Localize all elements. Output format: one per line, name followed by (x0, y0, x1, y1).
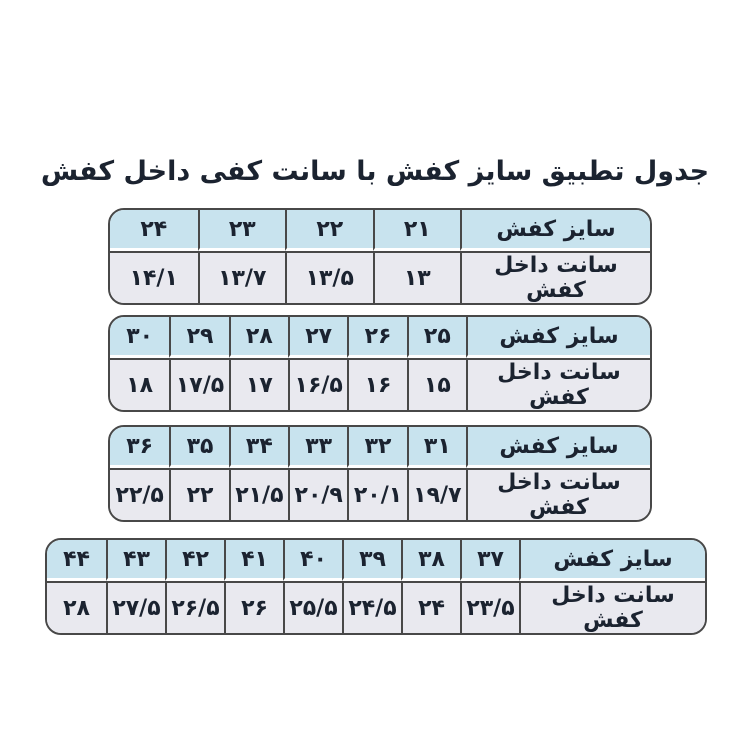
size-cell: ۳۳ (288, 427, 347, 468)
size-cell: ۴۳ (106, 540, 165, 581)
insole-row (110, 358, 650, 410)
size-cell: ۲۴ (110, 210, 198, 251)
size-cell: ۴۰ (283, 540, 342, 581)
insole-cell: ۲۵/۵ (283, 581, 342, 633)
size-cell: ۳۸ (401, 540, 460, 581)
insole-row-label: سانت داخل کفش (466, 468, 650, 520)
insole-cell: ۱۷/۵ (169, 358, 228, 410)
size-table-37-44 (45, 538, 707, 635)
size-cell: ۳۴ (229, 427, 288, 468)
size-row (110, 317, 650, 358)
size-row (110, 210, 650, 251)
size-cell: ۳۱ (407, 427, 466, 468)
size-cell: ۲۱ (373, 210, 461, 251)
size-cell: ۲۲ (285, 210, 373, 251)
insole-cell: ۲۸ (47, 581, 106, 633)
insole-row (47, 581, 705, 633)
size-cell: ۲۸ (229, 317, 288, 358)
insole-cell: ۲۴/۵ (342, 581, 401, 633)
size-cell: ۳۲ (347, 427, 406, 468)
insole-cell: ۱۶ (347, 358, 406, 410)
insole-cell: ۱۹/۷ (407, 468, 466, 520)
insole-cell: ۱۳ (373, 251, 461, 303)
insole-row (110, 251, 650, 303)
insole-cell: ۲۰/۹ (288, 468, 347, 520)
insole-cell: ۲۲/۵ (110, 468, 169, 520)
insole-cell: ۲۴ (401, 581, 460, 633)
size-row (110, 427, 650, 468)
insole-cell: ۱۳/۷ (198, 251, 286, 303)
size-cell: ۲۵ (407, 317, 466, 358)
insole-cell: ۱۸ (110, 358, 169, 410)
insole-cell: ۱۵ (407, 358, 466, 410)
insole-row-label: سانت داخل کفش (466, 358, 650, 410)
size-cell: ۳۶ (110, 427, 169, 468)
size-cell: ۴۴ (47, 540, 106, 581)
insole-cell: ۲۲ (169, 468, 228, 520)
insole-cell: ۱۶/۵ (288, 358, 347, 410)
size-cell: ۳۵ (169, 427, 228, 468)
page-title: جدول تطبیق سایز کفش با سانت کفی داخل کفش (40, 156, 710, 187)
size-row-label: سایز کفش (519, 540, 705, 581)
size-row-label: سایز کفش (466, 427, 650, 468)
size-cell: ۲۳ (198, 210, 286, 251)
size-row-label: سایز کفش (460, 210, 650, 251)
size-cell: ۲۶ (347, 317, 406, 358)
size-row (47, 540, 705, 581)
size-row-label: سایز کفش (466, 317, 650, 358)
size-cell: ۲۷ (288, 317, 347, 358)
size-cell: ۳۰ (110, 317, 169, 358)
insole-row-label: سانت داخل کفش (460, 251, 650, 303)
insole-cell: ۱۴/۱ (110, 251, 198, 303)
insole-cell: ۲۰/۱ (347, 468, 406, 520)
size-table-25-30 (108, 315, 652, 412)
size-cell: ۳۹ (342, 540, 401, 581)
insole-cell: ۲۳/۵ (460, 581, 519, 633)
size-table-31-36 (108, 425, 652, 522)
insole-cell: ۱۳/۵ (285, 251, 373, 303)
size-cell: ۴۱ (224, 540, 283, 581)
insole-cell: ۱۷ (229, 358, 288, 410)
size-table-21-24 (108, 208, 652, 305)
insole-row (110, 468, 650, 520)
size-cell: ۲۹ (169, 317, 228, 358)
size-cell: ۴۲ (165, 540, 224, 581)
insole-cell: ۲۶/۵ (165, 581, 224, 633)
insole-row-label: سانت داخل کفش (519, 581, 705, 633)
size-cell: ۳۷ (460, 540, 519, 581)
insole-cell: ۲۶ (224, 581, 283, 633)
insole-cell: ۲۱/۵ (229, 468, 288, 520)
insole-cell: ۲۷/۵ (106, 581, 165, 633)
